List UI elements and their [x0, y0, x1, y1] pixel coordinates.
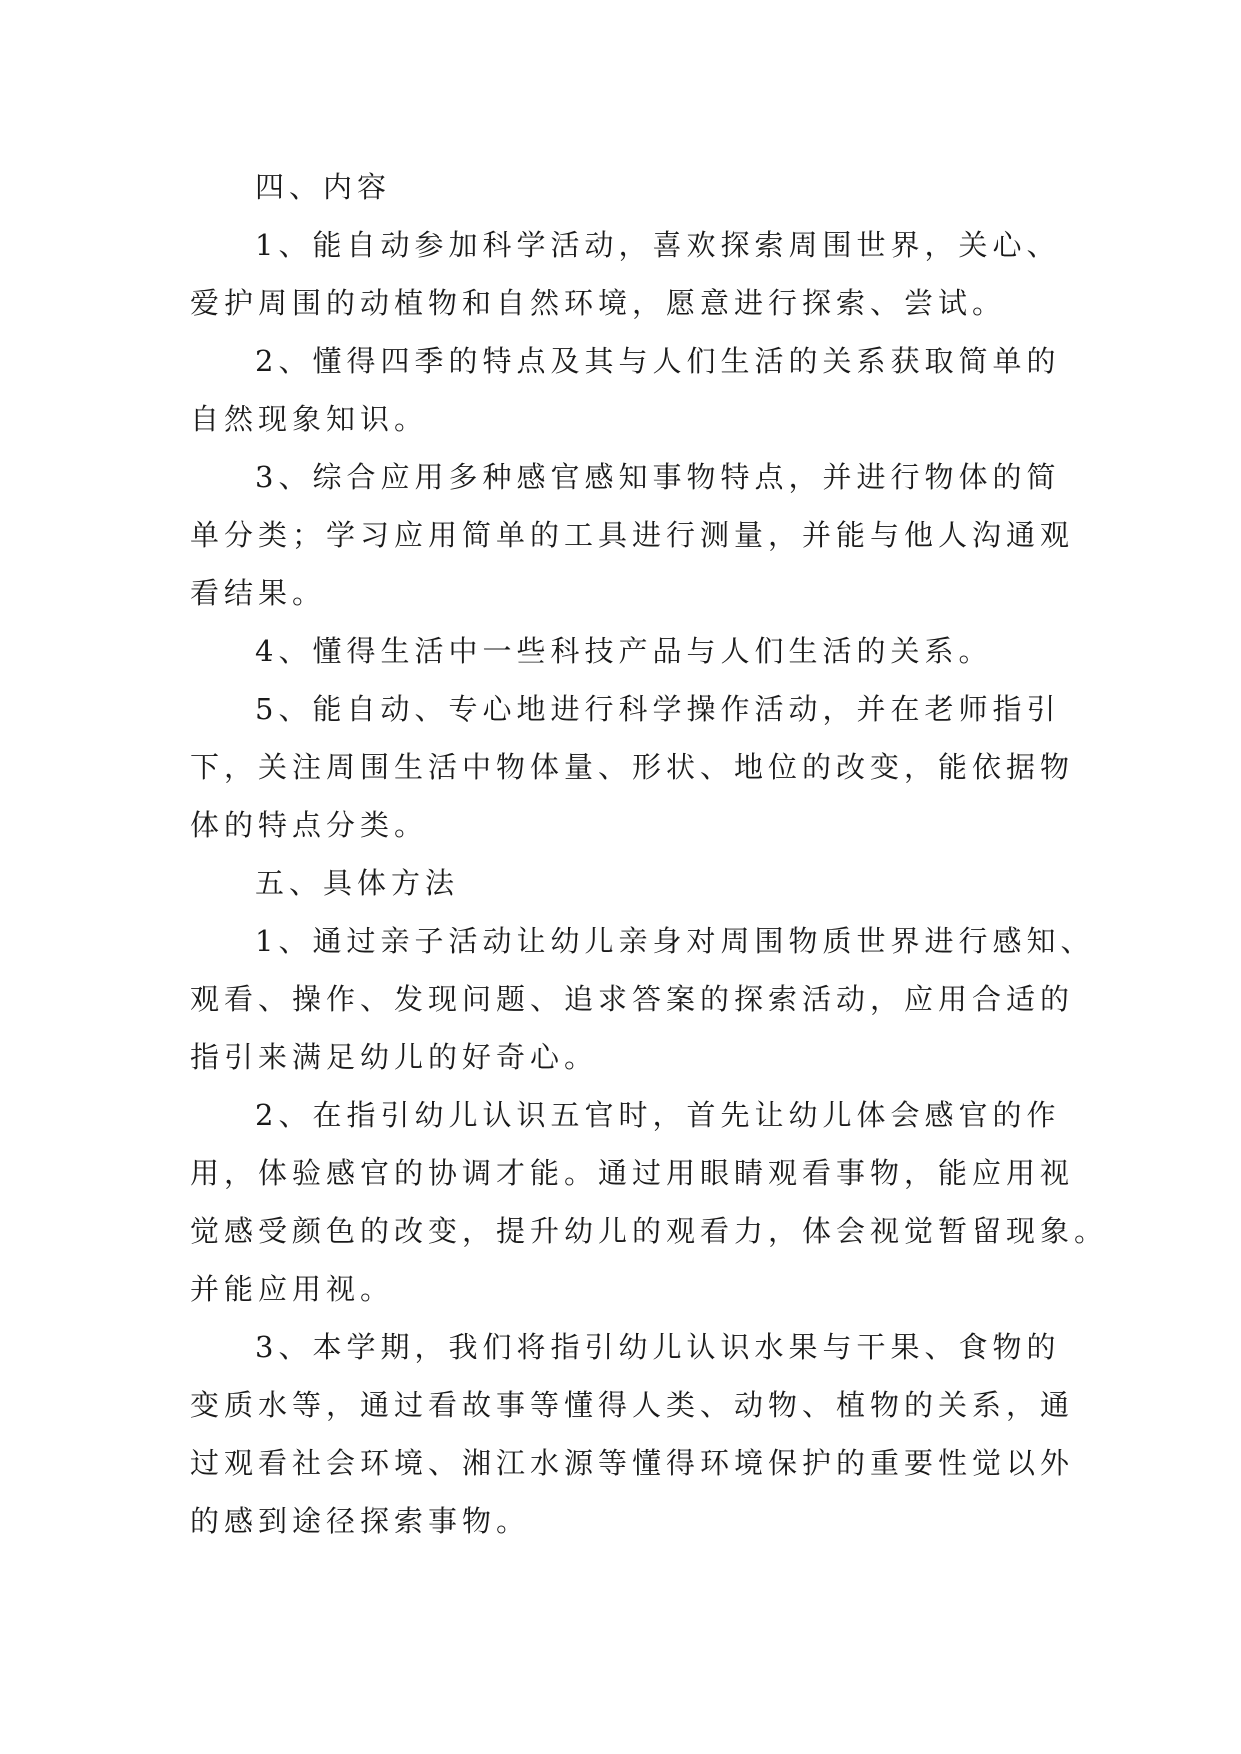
paragraph-line: 体的特点分类。: [190, 808, 429, 842]
paragraph-line: 3、本学期，我们将指引幼儿认识水果与干果、食物的: [255, 1330, 1061, 1364]
paragraph-line: 2、在指引幼儿认识五官时，首先让幼儿体会感官的作: [255, 1098, 1061, 1132]
paragraph-line: 觉感受颜色的改变，提升幼儿的观看力，体会视觉暂留现象。: [190, 1214, 1109, 1248]
section-heading-methods: 五、具体方法: [255, 866, 460, 900]
paragraph-line: 看结果。: [190, 576, 327, 610]
paragraph-line: 观看、操作、发现问题、追求答案的探索活动，应用合适的: [190, 982, 1075, 1016]
paragraph-line: 过观看社会环境、湘江水源等懂得环境保护的重要性觉以外: [190, 1446, 1075, 1480]
paragraph-line: 1、通过亲子活动让幼儿亲身对周围物质世界进行感知、: [255, 924, 1095, 958]
paragraph-line: 自然现象知识。: [190, 402, 429, 436]
paragraph-line: 下，关注周围生活中物体量、形状、地位的改变，能依据物: [190, 750, 1075, 784]
paragraph-line: 3、综合应用多种感官感知事物特点，并进行物体的简: [255, 460, 1061, 494]
paragraph-line: 4、懂得生活中一些科技产品与人们生活的关系。: [255, 634, 993, 668]
paragraph-line: 单分类；学习应用简单的工具进行测量，并能与他人沟通观: [190, 518, 1075, 552]
paragraph-line: 5、能自动、专心地进行科学操作活动，并在老师指引: [255, 692, 1061, 726]
paragraph-line: 指引来满足幼儿的好奇心。: [190, 1040, 599, 1074]
section-heading-content: 四、内容: [255, 170, 392, 204]
paragraph-line: 爱护周围的动植物和自然环境，愿意进行探索、尝试。: [190, 286, 1007, 320]
paragraph-line: 变质水等，通过看故事等懂得人类、动物、植物的关系，通: [190, 1388, 1075, 1422]
paragraph-line: 的感到途径探索事物。: [190, 1504, 531, 1538]
paragraph-line: 2、懂得四季的特点及其与人们生活的关系获取简单的: [255, 344, 1061, 378]
document-body: [190, 158, 1109, 1550]
paragraph-line: 1、能自动参加科学活动，喜欢探索周围世界，关心、: [255, 228, 1061, 262]
paragraph-line: 用，体验感官的协调才能。通过用眼睛观看事物，能应用视: [190, 1156, 1075, 1190]
paragraph-line: 并能应用视。: [190, 1272, 395, 1306]
